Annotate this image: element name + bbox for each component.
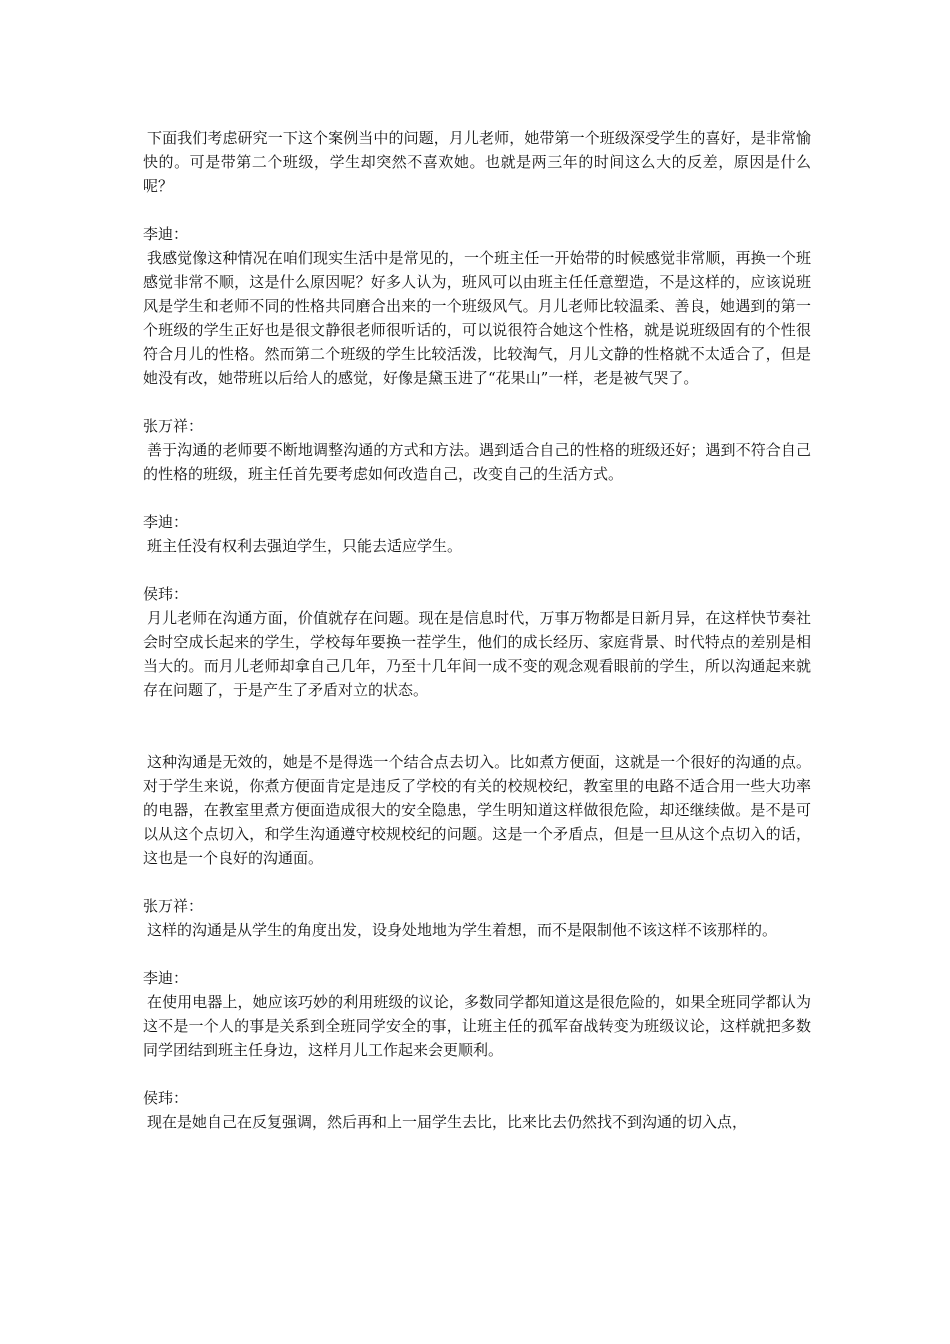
paragraph: 我感觉像这种情况在咱们现实生活中是常见的，一个班主任一开始带的时候感觉非常顺，再换一个班感觉非常不顺，这是什么原因呢？好多人认为，班风可以由班主任任意塑造，不是这样的，应该说班风是学生和老师不同的性格共同磨合出来的一个班级风气。月儿老师比较温柔、善良，她遇到的第一个班级的学生正好也是很文静很老师很听话的，可以说很符合她这个性格，就是说班级固有的个性很符合月儿的性格。然而第二个班级的学生比较活泼，比较淘气，月儿文静的性格就不太适合了，但是她没有改，她带班以后给人的感觉，好像是黛玉进了“花果山”一样，老是被气哭了。 [143,249,811,387]
paragraph: 月儿老师在沟通方面，价值就存在问题。现在是信息时代，万事万物都是日新月异，在这样快节奏社会时空成长起来的学生，学校每年要换一茬学生，他们的成长经历、家庭背景、时代特点的差别是相当大的。而月儿老师却拿自己几年，乃至十几年间一成不变的观念观看眼前的学生，所以沟通起来就存在问题了，于是产生了矛盾对立的状态。 [143,609,811,699]
paragraph-intro: 下面我们考虑研究一下这个案例当中的问题，月儿老师，她带第一个班级深受学生的喜好，是非常愉快的。可是带第二个班级，学生却突然不喜欢她。也就是两三年的时间这么大的反差，原因是什么呢？ [143,129,811,195]
paragraph: 在使用电器上，她应该巧妙的利用班级的议论，多数同学都知道这是很危险的，如果全班同学都认为这不是一个人的事是关系到全班同学安全的事，让班主任的孤军奋战转变为班级议论，这样就把多数同学团结到班主任身边，这样月儿工作起来会更顺利。 [143,993,811,1059]
paragraph: 善于沟通的老师要不断地调整沟通的方式和方法。遇到适合自己的性格的班级还好；遇到不符合自己的性格的班级，班主任首先要考虑如何改造自己，改变自己的生活方式。 [143,441,811,483]
speaker-label: 侯玮： [143,1089,189,1107]
speaker-label: 李迪： [143,225,189,243]
document-page [143,126,811,1134]
paragraph: 这样的沟通是从学生的角度出发，设身处地地为学生着想，而不是限制他不该这样不该那样的。 [147,921,778,939]
speaker-label: 张万祥： [143,417,204,435]
speaker-label: 侯玮： [143,585,189,603]
speaker-label: 李迪： [143,969,189,987]
paragraph: 这种沟通是无效的，她是不是得选一个结合点去切入。比如煮方便面，这就是一个很好的沟通的点。对于学生来说，你煮方便面肯定是违反了学校的有关的校规校纪，教室里的电路不适合用一些大功率的电器，在教室里煮方便面造成很大的安全隐患，学生明知道这样做很危险，却还继续做。是不是可以从这个点切入，和学生沟通遵守校规校纪的问题。这是一个矛盾点，但是一旦从这个点切入的话，这也是一个良好的沟通面。 [143,753,811,867]
speaker-label: 李迪： [143,513,189,531]
paragraph: 现在是她自己在反复强调，然后再和上一届学生去比，比来比去仍然找不到沟通的切入点， [147,1113,748,1131]
paragraph: 班主任没有权利去强迫学生，只能去适应学生。 [147,537,463,555]
speaker-label: 张万祥： [143,897,204,915]
